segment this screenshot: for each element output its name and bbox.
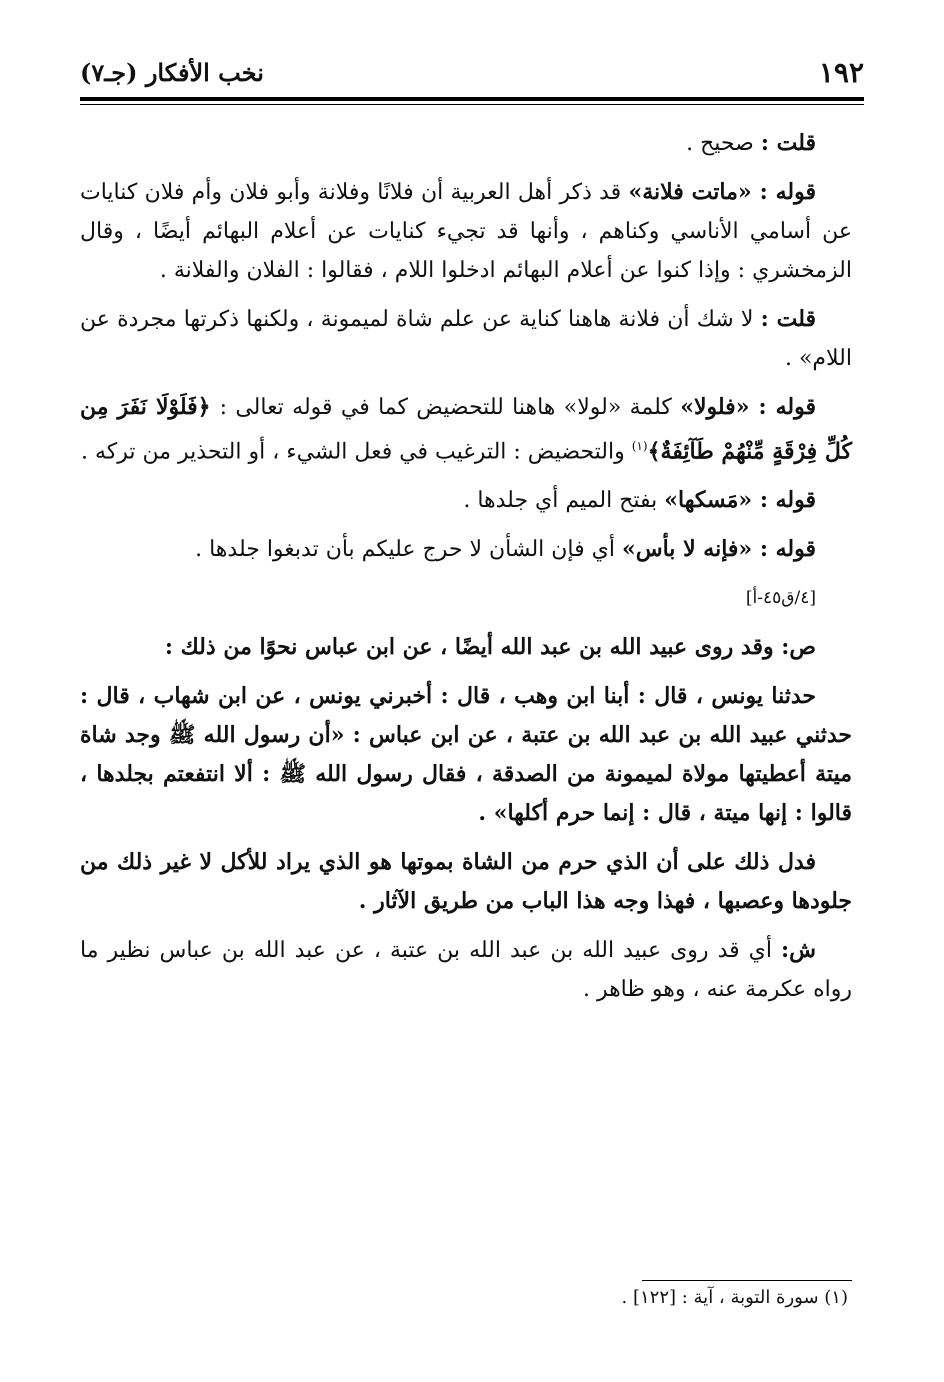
header-rule-thick bbox=[80, 97, 864, 101]
footnote-marker: (١) bbox=[631, 439, 648, 453]
page-number: ١٩٢ bbox=[818, 56, 864, 89]
paragraph-1 bbox=[80, 124, 852, 163]
sharh-text: أي قد روى عبيد الله بن عبد الله بن عتبة ، عن عبد الله بن عباس نظير ما رواه عكرمة عنه ، وهو ظاهر . bbox=[80, 938, 852, 1003]
paragraph-6 bbox=[80, 530, 852, 569]
paragraph-text: بفتح الميم أي جلدها . bbox=[463, 488, 665, 514]
page-header bbox=[80, 56, 864, 96]
page-body bbox=[80, 124, 852, 1019]
paragraph-label: قوله : bbox=[759, 487, 816, 514]
book-title: نخب الأفكار (جـ٧) bbox=[80, 58, 264, 87]
paragraph-4 bbox=[80, 388, 852, 471]
sharh-paragraph bbox=[80, 931, 852, 1009]
paragraph-label: قوله : bbox=[759, 179, 816, 205]
quoted-term: «فلولا» bbox=[680, 394, 759, 420]
section-label-shin: ش: bbox=[781, 937, 816, 964]
paragraph-5 bbox=[80, 481, 852, 520]
footnote-rule bbox=[642, 1280, 852, 1281]
paragraph-text: كلمة «لولا» هاهنا للتحضيض كما في قوله تعالى : bbox=[219, 395, 681, 420]
footnote: (١) سورة التوبة ، آية : [١٢٢] . bbox=[621, 1287, 848, 1308]
paragraph-label: قوله : bbox=[759, 536, 816, 563]
paragraph-label: قلت : bbox=[760, 130, 816, 156]
hadith-conclusion: فدل ذلك على أن الذي حرم من الشاة بموتها هو الذي يراد للأكل لا غير ذلك من جلودها وعصبها ، فهذا وجه هذا الباب من طريق الآثار . bbox=[80, 849, 852, 915]
paragraph-3 bbox=[80, 300, 852, 378]
paragraph-text: قد ذكر أهل العربية أن فلانًا وفلانة وأبو فلان وأم فلان كنايات عن أسامي الأناسي وكناهم ، وأنها قد تجيء كنايات عن أعلام البهائم أيضًا ، وقال الزمخشري : وإذا كنوا عن أعلام البهائم ادخلوا اللام ، فقالوا : الفلان والفلانة . bbox=[80, 180, 852, 283]
quoted-term: «فإنه لا بأس» bbox=[621, 536, 760, 563]
paragraph-2 bbox=[80, 173, 852, 290]
hadith-intro-text: وقد روى عبيد الله بن عبد الله أيضًا ، عن ابن عباس نحوًا من ذلك : bbox=[164, 634, 782, 661]
hadith-intro bbox=[80, 628, 852, 667]
hadith-text: حدثنا يونس ، قال : أبنا ابن وهب ، قال : أخبرني يونس ، عن ابن شهاب ، قال : حدثني عبيد الله بن عبد الله بن عتبة ، عن ابن عباس : «أن رسول الله ﷺ وجد شاة ميتة أعطيتها مولاة لميمونة من الصدقة ، فقال رسول الله ﷺ : ألا انتفعتم بجلدها ، قالوا : إنها ميتة ، قال : إنما حرم أكلها» . bbox=[80, 683, 852, 827]
paragraph-text-continued: والتحضيض : الترغيب في فعل الشيء ، أو التحذير من تركه . bbox=[80, 439, 632, 465]
paragraph-text: صحيح . bbox=[686, 131, 761, 156]
header-rule-thin bbox=[80, 104, 864, 105]
paragraph-text: أي فإن الشأن لا حرج عليكم بأن تدبغوا جلدها . bbox=[195, 537, 622, 563]
quran-verse: ﴿فَلَوْلَا نَفَرَ مِن كُلِّ فِرْقَةٍ مِّنْهُمْ طَآئِفَةٌ﴾ bbox=[80, 394, 852, 465]
paragraph-label: قوله : bbox=[758, 394, 816, 420]
section-label-sad: ص: bbox=[781, 634, 816, 661]
paragraph-text: لا شك أن فلانة هاهنا كناية عن علم شاة لميمونة ، ولكنها ذكرتها مجردة عن اللام» . bbox=[80, 307, 852, 371]
paragraph-label: قلت : bbox=[760, 306, 817, 332]
quoted-term: «مَسكها» bbox=[664, 487, 760, 514]
quoted-term: «ماتت فلانة» bbox=[628, 179, 760, 205]
manuscript-reference: [٤/ق٤٥-أ] bbox=[745, 588, 816, 609]
